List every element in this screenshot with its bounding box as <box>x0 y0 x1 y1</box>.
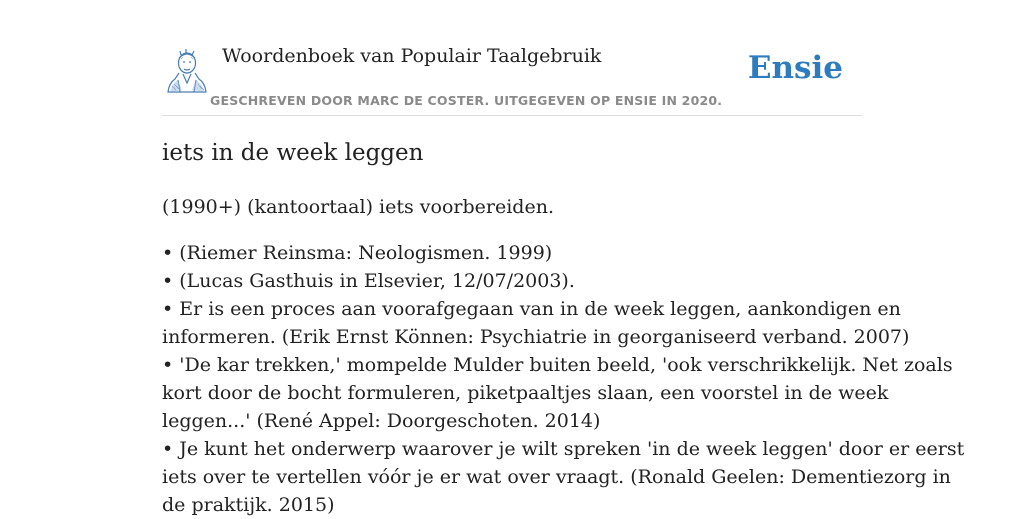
entry-headword: iets in de week leggen <box>162 140 424 166</box>
quote-item <box>162 351 953 435</box>
quote-line: • 'De kar trekken,' mompelde Mulder buiten beeld, 'ook verschrikkelijk. Net zoals <box>162 354 953 376</box>
quote-item <box>162 295 910 351</box>
page <box>162 0 965 516</box>
byline: GESCHREVEN DOOR MARC DE COSTER. UITGEGEVEN OP ENSIE IN 2020. <box>210 93 723 108</box>
quote-line: • (Lucas Gasthuis in Elsevier, 12/07/2003). <box>162 270 575 292</box>
quote-item <box>162 239 862 267</box>
quote-line: iets over te vertellen vóór je er wat over vraagt. (Ronald Geelen: Dementiezorg in <box>162 466 951 488</box>
header <box>162 0 862 116</box>
quote-item <box>162 435 965 519</box>
quote-list <box>162 239 965 519</box>
ensie-logo[interactable]: Ensie <box>747 50 843 86</box>
quote-line: de praktijk. 2015) <box>162 494 335 516</box>
quote-line: kort door de bocht formuleren, piketpaaltjes slaan, een voorstel in de week <box>162 382 889 404</box>
quote-line: informeren. (Erik Ernst Können: Psychiatrie in georganiseerd verband. 2007) <box>162 326 910 348</box>
quote-line: • Er is een proces aan voorafgegaan van in de week leggen, aankondigen en <box>162 298 901 320</box>
quote-item <box>162 267 862 295</box>
dictionary-title[interactable]: Woordenboek van Populair Taalgebruik <box>222 45 602 67</box>
quote-line: • Je kunt het onderwerp waarover je wilt spreken 'in de week leggen' door er eerst <box>162 438 965 460</box>
quote-line: leggen...' (René Appel: Doorgeschoten. 2014) <box>162 410 601 432</box>
author-portrait-icon <box>164 46 210 96</box>
entry-definition: (1990+) (kantoortaal) iets voorbereiden. <box>162 196 554 218</box>
quote-line: • (Riemer Reinsma: Neologismen. 1999) <box>162 242 553 264</box>
